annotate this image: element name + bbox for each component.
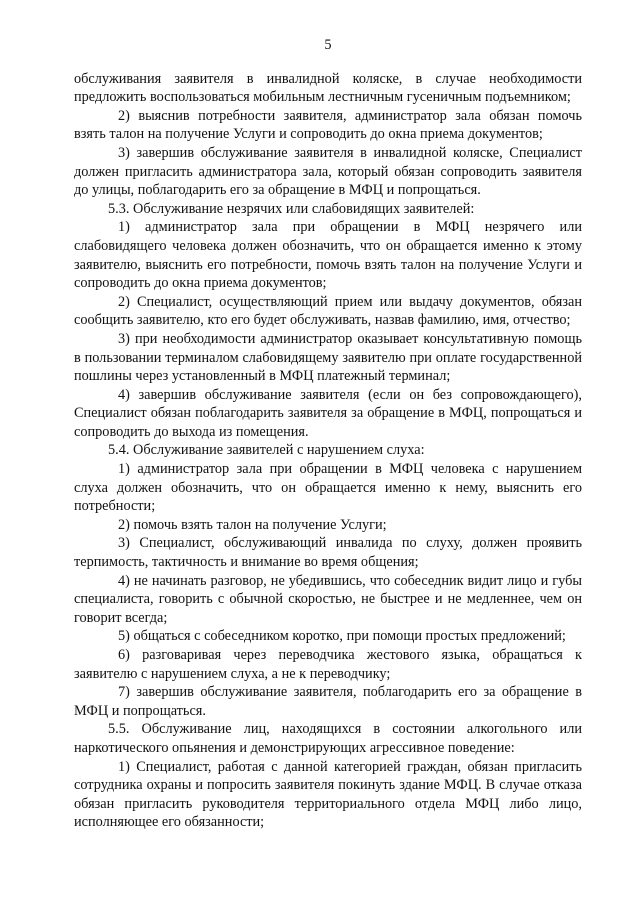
paragraph: 2) Специалист, осуществляющий прием или выдачу документов, обязан сообщить заявителю, кто его будет обслуживать, назвав фамилию, имя, отчество; <box>74 293 582 329</box>
paragraph: 7) завершив обслуживание заявителя, поблагодарить его за обращение в МФЦ и попрощаться. <box>74 684 582 719</box>
paragraph: 3) завершив обслуживание заявителя в инвалидной коляске, Специалист должен пригласить администратора зала, который обязан сопроводить заявителя до улицы, поблагодарить его за обращение в МФЦ и попрощаться. <box>74 144 582 199</box>
paragraph: 2) выяснив потребности заявителя, администратор зала обязан помочь взять талон на получение Услуги и сопроводить до окна приема документов; <box>74 107 582 143</box>
paragraph: 6) разговаривая через переводчика жестового языка, обращаться к заявителю с нарушением слуха, а не к переводчику; <box>74 647 582 682</box>
paragraph: 1) администратор зала при обращении в МФЦ человека с нарушением слуха должен обозначить, что он обращается именно к нему, выяснить его потребности; <box>74 461 582 515</box>
paragraph: 3) при необходимости администратор оказывает консультативную помощь в пользовании терминалом слабовидящему заявителю при оплате государственной пошлины через установленный в МФЦ платежный терминал; <box>74 330 582 385</box>
page-number: 5 <box>324 37 332 53</box>
paragraph: обслуживания заявителя в инвалидной коляске, в случае необходимости предложить воспользоваться мобильным лестничным гусеничным подъемником; <box>74 70 582 106</box>
paragraph: 3) Специалист, обслуживающий инвалида по слуху, должен проявить терпимость, тактичность и внимание во время общения; <box>74 535 582 571</box>
paragraph: 2) помочь взять талон на получение Услуги; <box>118 516 387 533</box>
section-heading: 5.3. Обслуживание незрячих или слабовидящих заявителей: <box>108 200 475 217</box>
paragraph: 4) завершив обслуживание заявителя (если он без сопровождающего), Специалист обязан поблагодарить заявителя за обращение в МФЦ, попрощаться и сопроводить до выхода из помещения. <box>74 386 582 440</box>
paragraph: 1) администратор зала при обращении в МФЦ незрячего или слабовидящего человека должен обозначить, что он обращается именно к этому заявителю, выяснить его потребности, помочь взять талон на получение Услуги и сопроводить до окна приема документов; <box>74 219 582 292</box>
paragraph: 1) Специалист, работая с данной категорией граждан, обязан пригласить сотрудника охраны и попросить заявителя покинуть здание МФЦ. В случае отказа обязан пригласить руководителя территориального отдела МФЦ либо лицо, исполняющее его обязанности; <box>74 758 582 831</box>
document-page <box>74 36 582 832</box>
section-heading: 5.5. Обслуживание лиц, находящихся в состоянии алкогольного или наркотического опьянения и демонстрирующих агрессивное поведение: <box>74 721 582 756</box>
document-body <box>74 70 582 832</box>
paragraph: 4) не начинать разговор, не убедившись, что собеседник видит лицо и губы специалиста, говорить с обычной скоростью, не быстрее и не медленнее, чем он говорит всегда; <box>74 572 582 626</box>
paragraph: 5) общаться с собеседником коротко, при помощи простых предложений; <box>118 628 566 645</box>
section-heading: 5.4. Обслуживание заявителей с нарушением слуха: <box>108 442 425 459</box>
